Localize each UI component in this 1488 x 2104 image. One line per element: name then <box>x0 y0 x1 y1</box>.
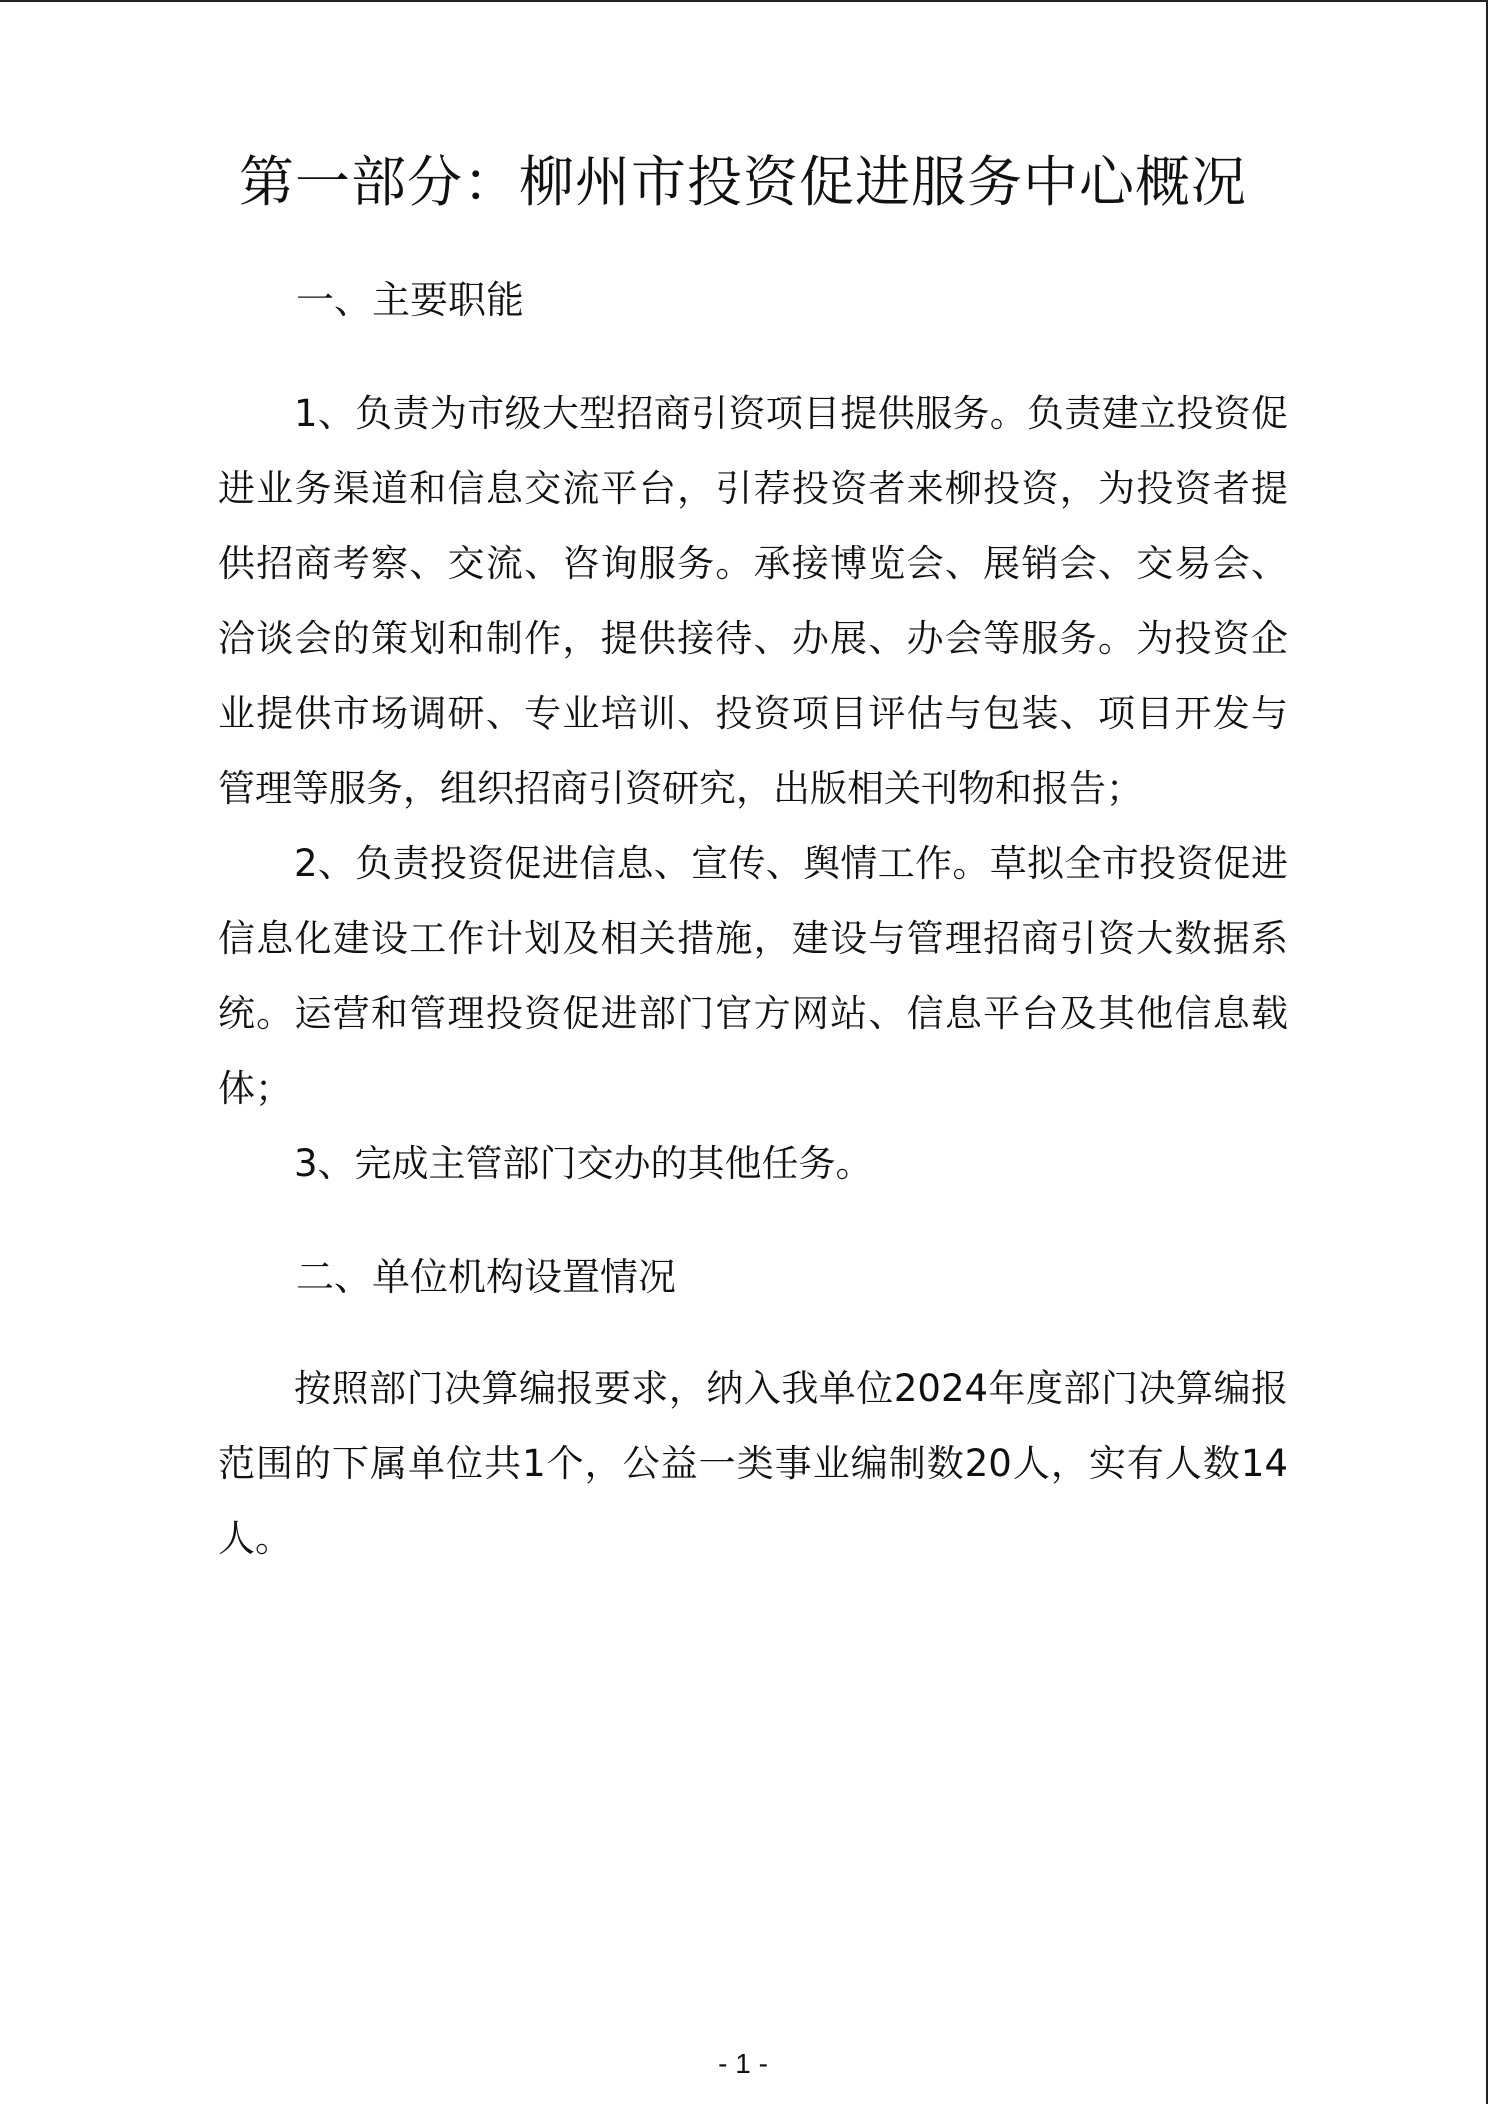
function-item-1: 1、负责为市级大型招商引资项目提供服务。负责建立投资促进业务渠道和信息交流平台，引荐投资者来柳投资，为投资者提供招商考察、交流、咨询服务。承接博览会、展销会、交易会、洽谈会的策划和制作，提供接待、办展、办会等服务。为投资企业提供市场调研、专业培训、投资项目评估与包装、项目开发与管理等服务，组织招商引资研究，出版相关刊物和报告； <box>218 392 1288 810</box>
page-number: - 1 - <box>718 2048 768 2079</box>
function-item-2: 2、负责投资促进信息、宣传、舆情工作。草拟全市投资促进信息化建设工作计划及相关措施，建设与管理招商引资大数据系统。运营和管理投资促进部门官方网站、信息平台及其他信息载体； <box>218 842 1288 1110</box>
section-heading-main-functions: 一、主要职能 <box>296 278 525 322</box>
function-item-3: 3、完成主管部门交办的其他任务。 <box>294 1142 873 1185</box>
organization-paragraph: 按照部门决算编报要求，纳入我单位2024年度部门决算编报范围的下属单位共1个，公益一类事业编制数20人，实有人数14人。 <box>218 1367 1288 1560</box>
page-title: 第一部分：柳州市投资促进服务中心概况 <box>238 150 1247 214</box>
section-heading-organization: 二、单位机构设置情况 <box>296 1255 677 1299</box>
